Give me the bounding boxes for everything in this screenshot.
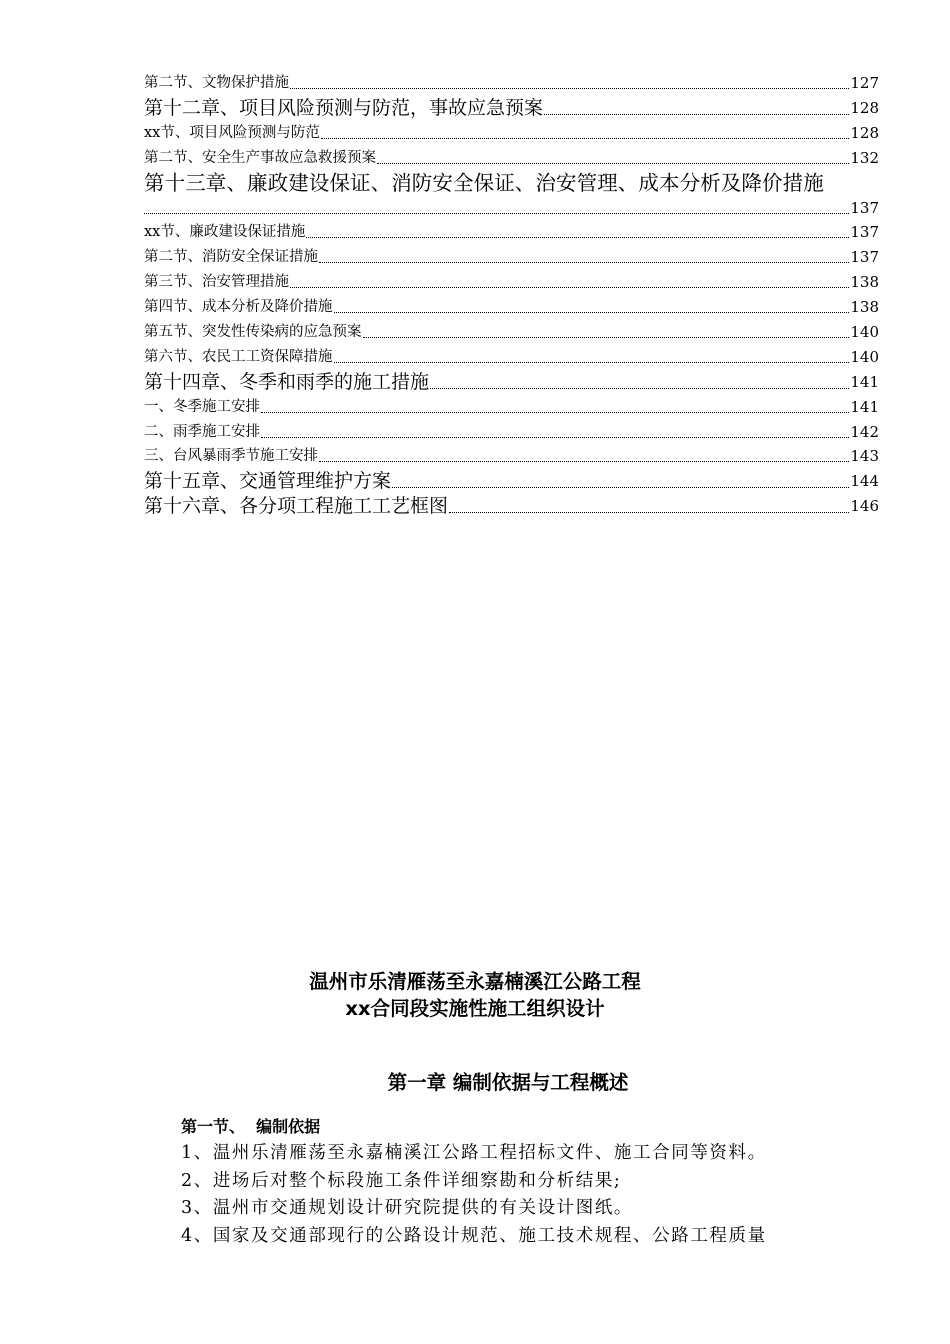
- toc-page-number: 141: [850, 372, 879, 391]
- basis-list: [181, 1140, 891, 1250]
- toc-entry[interactable]: [144, 269, 879, 294]
- toc-entry-chapter-13-title[interactable]: [144, 170, 879, 195]
- toc-entry[interactable]: [144, 120, 879, 145]
- toc-page-number: 146: [850, 497, 879, 516]
- toc-dot-leader: [392, 486, 849, 488]
- toc-entry-title: xx节、廉政建设保证措施: [144, 224, 306, 241]
- toc-page-number: 143: [850, 447, 879, 466]
- toc-entry[interactable]: [144, 468, 879, 493]
- toc-entry-title: 第十五章、交通管理维护方案: [144, 470, 392, 493]
- toc-page-number: 128: [850, 123, 879, 142]
- toc-dot-leader: [544, 113, 849, 115]
- toc-entry-title: 第六节、农民工工资保障措施: [144, 348, 333, 365]
- toc-entry[interactable]: [144, 493, 879, 518]
- toc-dot-leader: [290, 286, 849, 288]
- toc-entry[interactable]: [144, 95, 879, 120]
- toc-entry[interactable]: [144, 70, 879, 95]
- toc-entry[interactable]: [144, 294, 879, 319]
- toc-dot-leader: [363, 336, 850, 338]
- document-title-line-1: 温州市乐清雁荡至永嘉楠溪江公路工程: [309, 970, 641, 993]
- toc-entry-title: 第三节、治安管理措施: [144, 274, 289, 291]
- toc-entry-title: 第十四章、冬季和雨季的施工措施: [144, 370, 430, 393]
- toc-page-number: 142: [850, 422, 879, 441]
- toc-page-number: 138: [850, 273, 879, 292]
- toc-entry[interactable]: [144, 319, 879, 344]
- toc-page-number: 138: [850, 298, 879, 317]
- toc-dot-leader: [449, 511, 849, 513]
- document-title-line-2: xx合同段实施性施工组织设计: [345, 997, 605, 1020]
- toc-page-number: 128: [850, 98, 879, 117]
- toc-dot-leader: [319, 261, 849, 263]
- toc-dot-leader: [144, 212, 849, 214]
- toc-entry-title: 第二节、文物保护措施: [144, 74, 289, 91]
- toc-dot-leader: [334, 311, 850, 313]
- toc-entry[interactable]: [144, 444, 879, 469]
- toc-entry-title: 第五节、突发性传染病的应急预案: [144, 324, 362, 341]
- toc-entry-title: 二、雨季施工安排: [144, 423, 260, 440]
- toc-entry[interactable]: [144, 145, 879, 170]
- toc-dot-leader: [334, 361, 850, 363]
- toc-dot-leader: [321, 137, 850, 139]
- toc-entry-title: 三、台风暴雨季节施工安排: [144, 448, 318, 465]
- toc-page-number: 140: [850, 347, 879, 366]
- toc-page-number: 132: [850, 148, 879, 167]
- toc-page-number: 141: [850, 397, 879, 416]
- basis-item: 3、温州市交通规划设计研究院提供的有关设计图纸。: [181, 1198, 634, 1218]
- toc-entry-chapter-13-leader[interactable]: [144, 195, 879, 220]
- section-heading: 第一节、 编制依据: [181, 1117, 321, 1136]
- chapter-title: 第一章 编制依据与工程概述: [387, 1071, 629, 1094]
- toc-entry[interactable]: [144, 220, 879, 245]
- toc-entry-title: 第二节、消防安全保证措施: [144, 249, 318, 266]
- toc-entries-before: [144, 70, 879, 170]
- toc-entry[interactable]: [144, 394, 879, 419]
- toc-dot-leader: [377, 162, 849, 164]
- toc-dot-leader: [306, 236, 849, 238]
- table-of-contents: [144, 70, 879, 518]
- toc-page-number: 137: [850, 198, 879, 217]
- toc-dot-leader: [430, 387, 849, 389]
- toc-entries-after: [144, 220, 879, 519]
- toc-page-number: 144: [850, 472, 879, 491]
- basis-item: 4、国家及交通部现行的公路设计规范、施工技术规程、公路工程质量: [181, 1225, 767, 1246]
- toc-entry[interactable]: [144, 344, 879, 369]
- basis-item: 2、进场后对整个标段施工条件详细察勘和分析结果;: [181, 1170, 622, 1191]
- toc-page-number: 140: [850, 323, 879, 342]
- toc-entry-title: 第十二章、项目风险预测与防范，事故应急预案: [144, 96, 544, 119]
- basis-item: 1、温州乐清雁荡至永嘉楠溪江公路工程招标文件、施工合同等资料。: [181, 1143, 767, 1163]
- toc-entry-title: 一、冬季施工安排: [144, 398, 260, 415]
- toc-entry-title: 第二节、安全生产事故应急救援预案: [144, 149, 376, 166]
- toc-entry-title: 第四节、成本分析及降价措施: [144, 299, 333, 316]
- toc-dot-leader: [319, 460, 849, 462]
- toc-entry[interactable]: [144, 419, 879, 444]
- toc-entry-title: 第十六章、各分项工程施工工艺框图: [144, 495, 449, 518]
- toc-entry[interactable]: [144, 369, 879, 394]
- toc-page-number: 137: [850, 223, 879, 242]
- toc-dot-leader: [290, 87, 849, 89]
- toc-page-number: 137: [850, 248, 879, 267]
- toc-dot-leader: [261, 436, 849, 438]
- toc-entry[interactable]: [144, 244, 879, 269]
- toc-entry-title: xx节、项目风险预测与防范: [144, 124, 320, 141]
- toc-page-number: 127: [850, 73, 879, 92]
- toc-dot-leader: [261, 411, 849, 413]
- toc-entry-title: 第十三章、廉政建设保证、消防安全保证、治安管理、成本分析及降价措施: [144, 170, 824, 195]
